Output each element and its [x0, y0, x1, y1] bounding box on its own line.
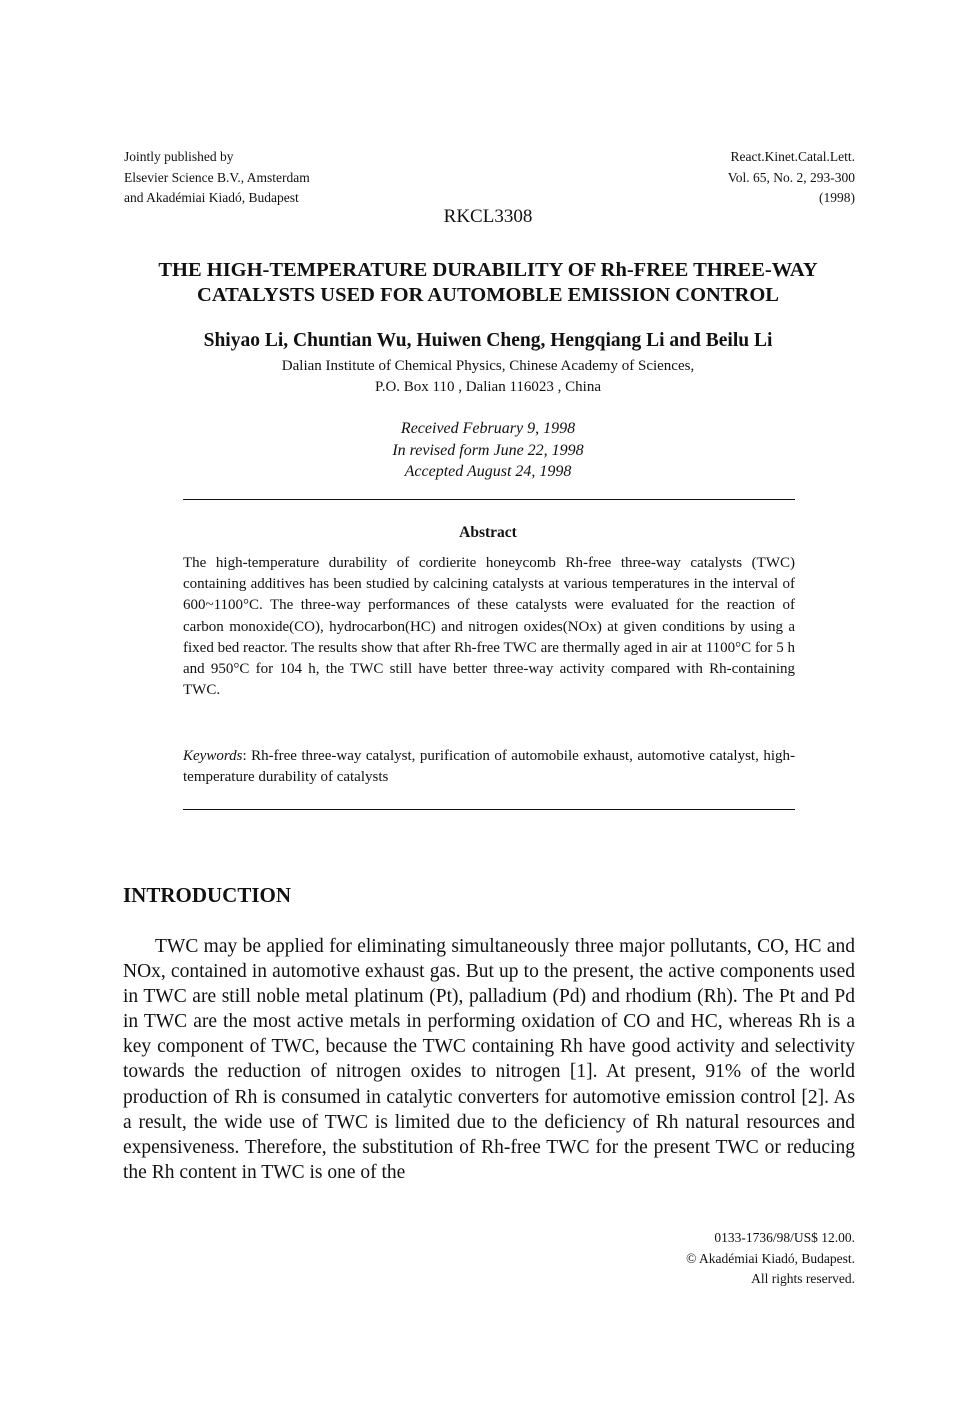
received-date: Received February 9, 1998 — [400, 420, 576, 437]
revised-date: In revised form June 22, 1998 — [392, 441, 584, 459]
publisher-line: and Akadémiai Kiadó, Budapest — [124, 190, 299, 205]
publisher-line: Elsevier Science B.V., Amsterdam — [124, 169, 310, 185]
journal-citation — [728, 147, 855, 209]
paper-title: THE HIGH-TEMPERATURE DURABILITY OF Rh-FREE THREE-WAY CATALYSTS USED FOR AUTOMOBLE EMISSION CONTROL — [158, 259, 818, 306]
history-dates — [0, 418, 976, 483]
divider-bottom — [183, 809, 795, 810]
abstract-heading: Abstract — [459, 524, 517, 541]
copyright-line: © Akadémiai Kiadó, Budapest. — [686, 1250, 855, 1266]
section-heading: INTRODUCTION — [123, 883, 292, 907]
introduction-body: TWC may be applied for eliminating simultaneously three major pollutants, CO, HC and NOx, contained in automotive exhaust gas. But up to the present, the active components used in TWC are still noble metal platinum (Pt), palladium (Pd) and rhodium (Rh). The Pt and Pd in TWC are the most active metals in performing oxidation of CO and HC, whereas Rh is a key component of TWC, because the TWC containing Rh have good activity and selectivity towards the reduction of nitrogen oxides to nitrogen [1]. At present, 91% of the world production of Rh is consumed in catalytic converters for automotive emission control [2]. As a result, the wide use of TWC is limited due to the deficiency of Rh natural resources and expensiveness. Therefore, the substitution of Rh-free TWC for the present TWC or reducing the Rh content in TWC is one of the — [123, 936, 855, 1183]
publisher-line: Jointly published by — [124, 149, 234, 164]
rights-line: All rights reserved. — [751, 1271, 855, 1286]
article-code: RKCL3308 — [443, 206, 533, 227]
publisher-info — [124, 147, 310, 209]
copyright-footer — [686, 1228, 855, 1290]
author-list: Shiyao Li, Chuntian Wu, Huiwen Cheng, Hengqiang Li and Beilu Li — [203, 330, 773, 351]
affiliation-line: Dalian Institute of Chemical Physics, Chinese Academy of Sciences, — [281, 358, 695, 374]
abstract-body: The high-temperature durability of cordierite honeycomb Rh-free three-way catalysts (TWC) containing additives has been studied by calcining catalysts at various temperatures in the interval of 600~1100°C. The three-way performances of these catalysts were evaluated for the reaction of carbon monoxide(CO), hydrocarbon(HC) and nitrogen oxides(NOx) at given conditions by using a fixed bed reactor. The results show that after Rh-free TWC are thermally aged in air at 1100°C for 5 h and 950°C for 104 h, the TWC still have better three-way activity compared with Rh-containing TWC. — [183, 555, 795, 699]
keywords-label: Keywords — [183, 748, 243, 764]
accepted-date: Accepted August 24, 1998 — [404, 463, 572, 480]
keywords-text: : Rh-free three-way catalyst, purification of automobile exhaust, automotive catalyst, high-temperature durability of catalysts — [183, 748, 795, 786]
divider-top — [183, 499, 795, 500]
journal-volume: Vol. 65, No. 2, 293-300 — [727, 169, 855, 185]
keywords — [183, 746, 795, 788]
affiliation-line: P.O. Box 110 , Dalian 116023 , China — [375, 379, 601, 395]
journal-name: React.Kinet.Catal.Lett. — [730, 149, 855, 164]
journal-year: (1998) — [819, 190, 855, 205]
affiliation — [0, 356, 976, 398]
price-code: 0133-1736/98/US$ 12.00. — [714, 1230, 855, 1245]
